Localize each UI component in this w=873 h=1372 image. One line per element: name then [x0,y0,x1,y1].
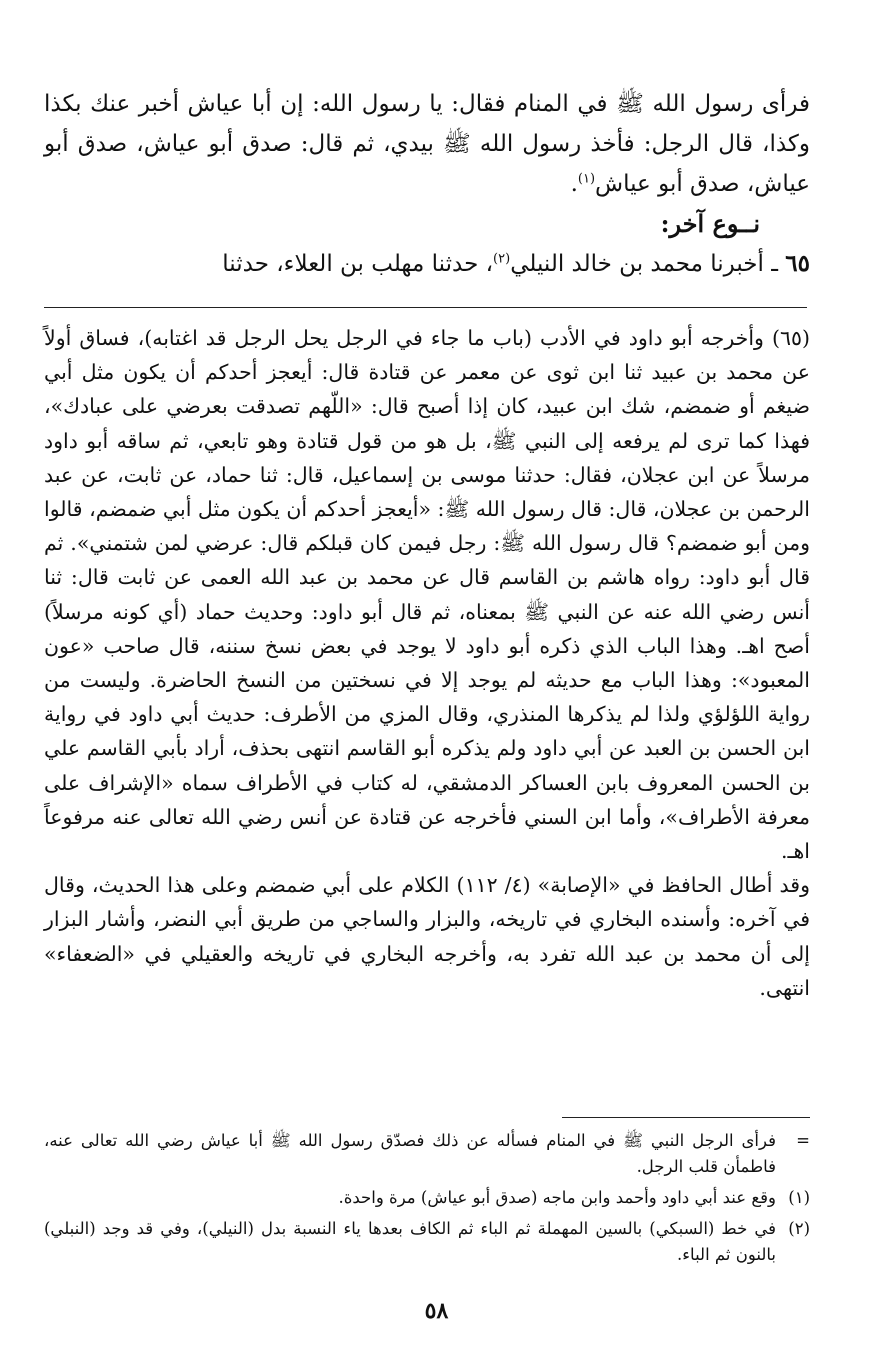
footnotes [44,1128,810,1273]
commentary [44,321,810,1005]
footnote-mark: (١) [788,1188,810,1207]
main-text-end: . [570,171,578,197]
page-number: ٥٨ [424,1298,449,1324]
footnote-text: وقع عند أبي داود وأحمد وابن ماجه (صدق أبو عياش) مرة واحدة. [338,1188,776,1207]
commentary-paragraph-2: وقد أطال الحافظ في «الإصابة» (٤/ ١١٢) الكلام على أبي ضمضم وعلى هذا الحديث، وقال في آخره: وأسنده البخاري في تاريخه، والبزار والساجي من طريق أبي النضر، وأشار البزار إلى أن محمد بن عبد الله تفرد به، وأخرجه البخاري في تاريخه والعقيلي في «الضعفاء» انتهى. [44,873,810,1000]
hadith-number: ٦٥ [785,250,810,277]
main-divider [44,307,807,308]
footnote-ref-1[interactable]: (١) [577,171,596,187]
footnote-mark: = [796,1131,810,1150]
section-heading: نــوع آخر: [660,209,760,238]
hadith-line [44,244,810,284]
main-paragraph [44,84,810,204]
hadith-start: أخبرنا محمد بن خالد النيلي [510,251,764,277]
footnote-1 [44,1185,810,1211]
main-text-body: فرأى رسول الله ﷺ في المنام فقال: يا رسول الله: إن أبا عياش أخبر عنك بكذا وكذا، قال الرجل: فأخذ رسول الله ﷺ بيدي، ثم قال: صدق أبو عياش، صدق أبو عياش، صدق أبو عياش [44,91,810,197]
footnote-continued [44,1128,810,1180]
footnote-divider [562,1117,810,1118]
hadith-continuation: ، حدثنا مهلب بن العلاء، حدثنا [222,251,494,277]
footnote-2 [44,1216,810,1268]
footnote-text: في خط (السبكي) بالسين المهملة ثم الباء ثم الكاف بعدها ياء النسبة بدل (النيلي)، وفي قد وجد (النبلي) بالنون ثم الباء. [44,1219,776,1264]
hadith-dash: ـ [771,251,778,277]
commentary-paragraph-1: (٦٥) وأخرجه أبو داود في الأدب (باب ما جاء في الرجل يحل الرجل قد اغتابه)، فساق أولاً عن محمد بن عبيد ثنا ابن ثوى عن معمر عن قتادة قال: أيعجز أحدكم أن يكون مثل أبي ضيغم أو ضمضم، شك ابن عبيد، كان إذا أصبح قال: «اللّهم تصدقت بعرضي على عبادك»، فهذا كما ترى لم يرفعه إلى النبي ﷺ، بل هو من قول قتادة وهو تابعي، ثم ساقه أبو داود مرسلاً عن ابن عجلان، فقال: حدثنا موسى بن إسماعيل، قال: ثنا حماد، عن ثابت، عن عبد الرحمن بن عجلان، قال: قال رسول الله ﷺ: «أيعجز أحدكم أن يكون مثل أبي ضمضم، قالوا ومن أبو ضمضم؟ قال رسول الله ﷺ: رجل فيمن كان قبلكم قال: عرضي لمن شتمني». ثم قال أبو داود: رواه هاشم بن القاسم قال عن محمد بن عبد الله العمى عن ثابت قال: ثنا أنس رضي الله عنه عن النبي ﷺ بمعناه، ثم قال أبو داود: وحديث حماد (أي كونه مرسلاً) أصح اهـ. وهذا الباب الذي ذكره أبو داود لا يوجد في بعض نسخ سننه، قال صاحب «عون المعبود»: وهذا الباب مع حديثه لم يوجد إلا في نسختين من النسخ الحاضرة. وليست من رواية اللؤلؤي ولذا لم يذكرها المنذري، وقال المزي من الأطرف: حديث أبي داود في رواية ابن الحسن بن العبد عن أبي داود ولم يذكره أبو القاسم انتهى بحذف، أراد بأبي القاسم علي بن الحسن المعروف بابن العساكر الدمشقي، له كتاب في الأطراف سماه «الإشراف على معرفة الأطراف»، وأما ابن السني فأخرجه عن قتادة عن أنس رضي الله تعالى عنه مرفوعاً اهـ. [44,326,810,864]
main-text [44,84,810,284]
footnote-text: فرأى الرجل النبي ﷺ في المنام فسأله عن ذلك فصدّق رسول الله ﷺ أبا عياش رضي الله تعالى عنه، فاطمأن قلب الرجل. [44,1131,776,1176]
footnote-mark: (٢) [788,1219,810,1238]
footnote-ref-2[interactable]: (٢) [493,251,511,267]
